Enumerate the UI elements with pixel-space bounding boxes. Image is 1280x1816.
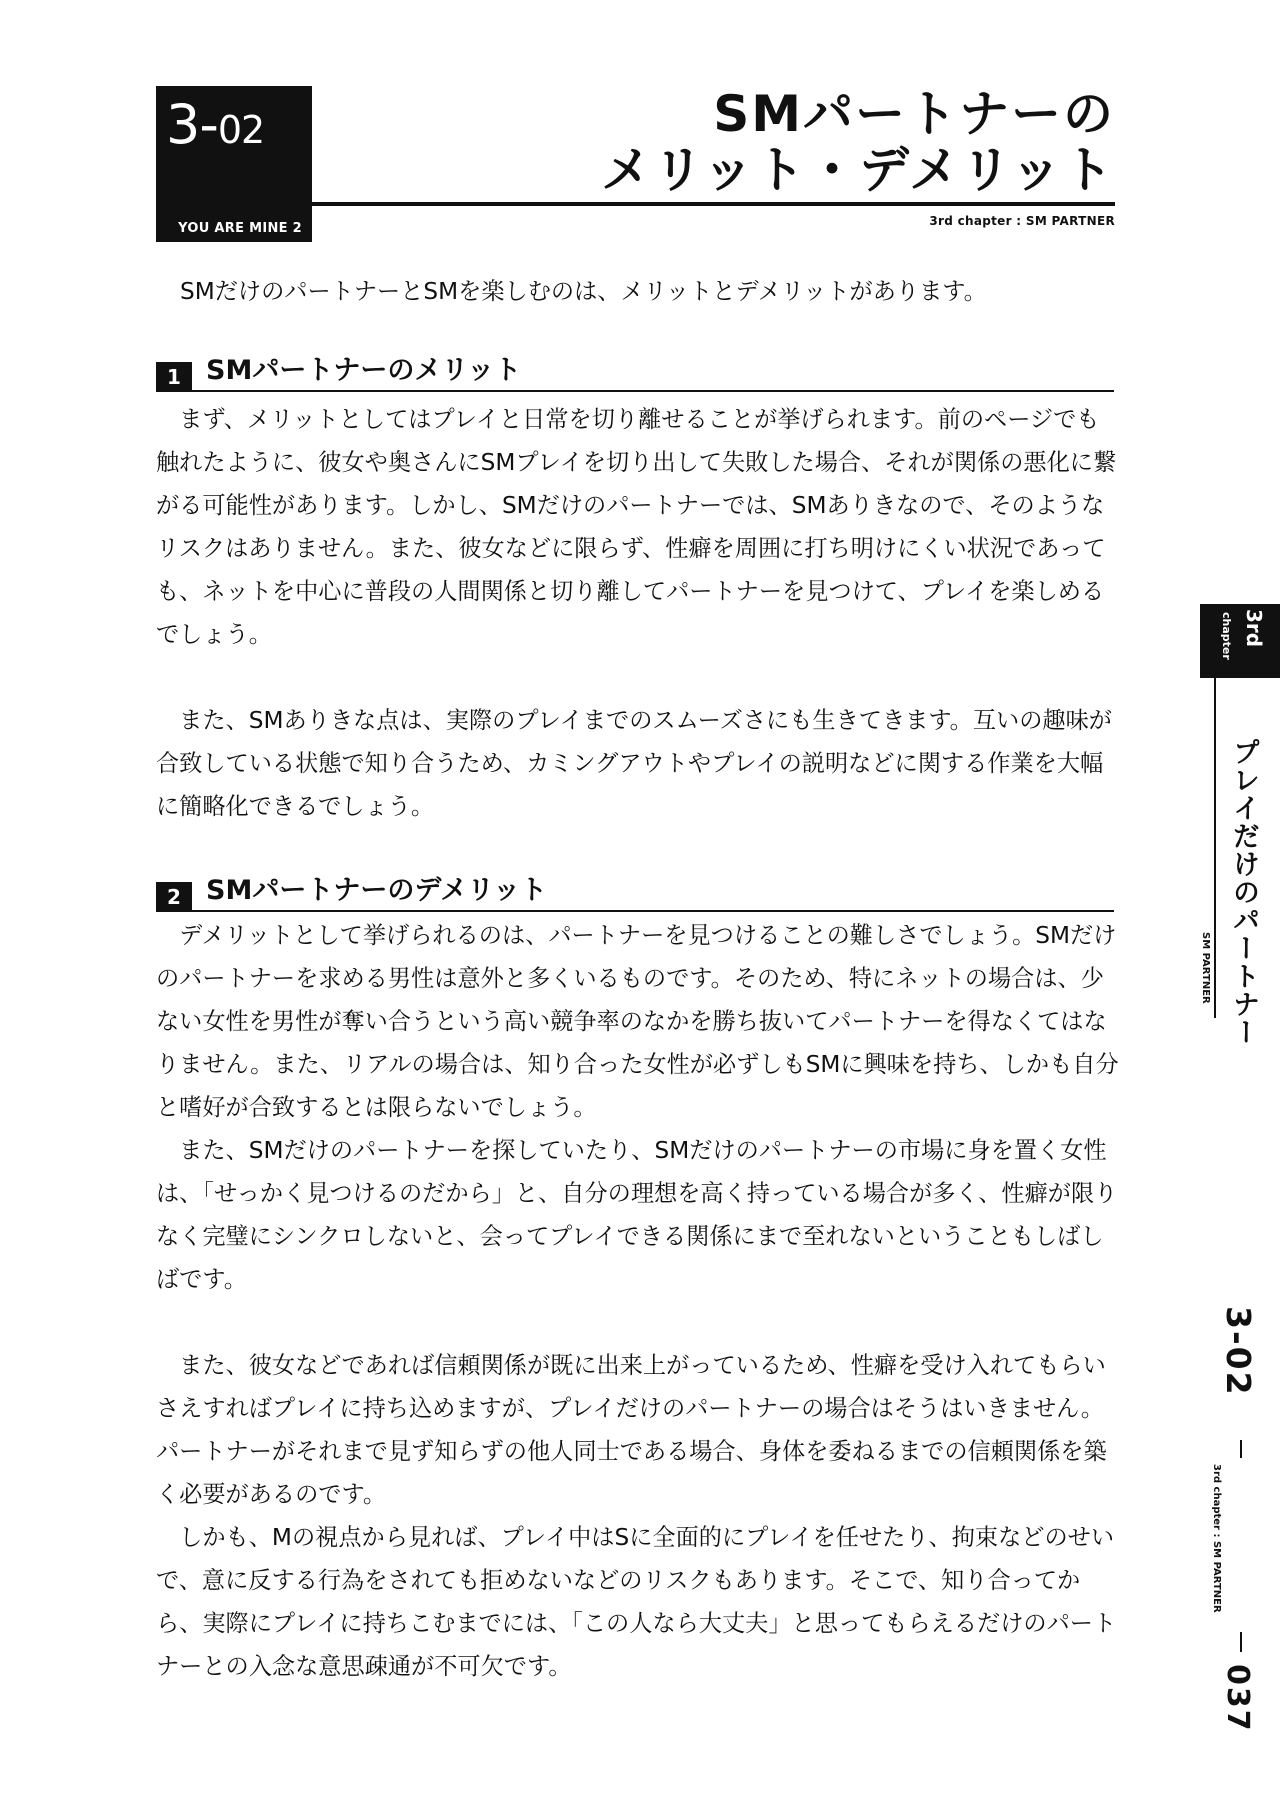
section-heading-demerit — [156, 870, 1114, 912]
section-number-box — [156, 86, 312, 242]
paragraph: デメリットとして挙げられるのは、パートナーを見つけることの難しさでしょう。SMだけのパートナーを求める男性は意外と多くいるものです。そのため、特にネットの場合は、少ない女性を男性が奪い合うという高い競争率のなかを勝ち抜いてパートナーを得なくてはなりません。また、リアルの場合は、知り合った女性が必ずしもSMに興味を持ち、しかも自分と嗜好が合致するとは限らないでしょう。 — [156, 922, 1119, 1121]
paragraph: まず、メリットとしてはプレイと日常を切り離せることが挙げられます。前のページでも触れたように、彼女や奥さんにSMプレイを切り出して失敗した場合、それが関係の悪化に繋がる可能性があります。しかし、SMだけのパートナーでは、SMありきなので、そのようなリスクはありません。また、彼女などに限らず、性癖を周囲に打ち明けにくい状況であっても、ネットを中心に普段の人間関係と切り離してパートナーを見つけて、プレイを楽しめるでしょう。 — [156, 406, 1117, 648]
section-badge: 2 — [156, 882, 192, 910]
side-section-code-main: 3- — [1219, 1306, 1258, 1347]
chapter-tab-label: chapter — [1220, 612, 1233, 660]
section-heading-merit — [156, 350, 1114, 392]
chapter-label: 3rd chapter : SM PARTNER — [929, 214, 1115, 228]
title-rule — [312, 202, 1115, 206]
page-title — [601, 86, 1115, 198]
intro-text: SMだけのパートナーとSMを楽しむのは、メリットとデメリットがあります。 — [180, 278, 987, 305]
section-number-main: 3- — [166, 93, 218, 156]
page-number: 037 — [1220, 1664, 1255, 1733]
paragraph: また、彼女などであれば信頼関係が既に出来上がっているため、性癖を受け入れてもらいさえすればプレイに持ち込めますが、プレイだけのパートナーの場合はそうはいきません。パートナーがそれまで見ず知らずの他人同士である場合、身体を委ねるまでの信頼関係を築く必要があるのです。 — [156, 1352, 1107, 1508]
paragraph: しかも、Mの視点から見れば、プレイ中はSに全面的にプレイを任せたり、拘束などのせいで、意に反する行為をされても拒めないなどのリスクもあります。そこで、知り合ってから、実際にプレイに持ちこむまでには、「この人なら大丈夫」と思ってもらえるだけのパートナーとの入念な意思疎通が不可欠です。 — [156, 1524, 1117, 1680]
box-caption: YOU ARE MINE 2 — [178, 221, 302, 236]
side-chapter-label: 3rd chapter : SM PARTNER — [1211, 1464, 1222, 1613]
section-number-sub: 02 — [217, 108, 265, 152]
side-rule — [1214, 678, 1216, 1018]
paragraph: また、SMだけのパートナーを探していたり、SMだけのパートナーの市場に身を置く女性は、「せっかく見つけるのだから」と、自分の理想を高く持っている場合が多く、性癖が限りなく完璧にシンクロしないと、会ってプレイできる関係にまで至れないということもしばしばです。 — [156, 1137, 1118, 1293]
section-number — [166, 90, 264, 165]
side-chapter-title-en: SM PARTNER — [1200, 932, 1211, 1004]
section-title: SMパートナーのデメリット — [206, 875, 548, 906]
side-chapter-title: プレイだけのパートナー — [1228, 738, 1259, 1046]
paragraph: また、SMありきな点は、実際のプレイまでのスムーズさにも生きてきます。互いの趣味が合致している状態で知り合うため、カミングアウトやプレイの説明などに関する作業を大幅に簡略化できるでしょう。 — [156, 707, 1112, 820]
side-divider — [1240, 1440, 1242, 1458]
section-title: SMパートナーのメリット — [206, 355, 522, 386]
page-title-line2: メリット・デメリット — [601, 141, 1115, 199]
chapter-tab-number: 3rd — [1242, 609, 1266, 648]
section-badge: 1 — [156, 362, 192, 390]
side-section-code — [1218, 1306, 1258, 1397]
chapter-tab — [1200, 604, 1280, 678]
page-title-line1: SMパートナーの — [713, 85, 1115, 143]
side-section-code-sub: 02 — [1219, 1346, 1258, 1397]
side-divider — [1240, 1632, 1242, 1652]
